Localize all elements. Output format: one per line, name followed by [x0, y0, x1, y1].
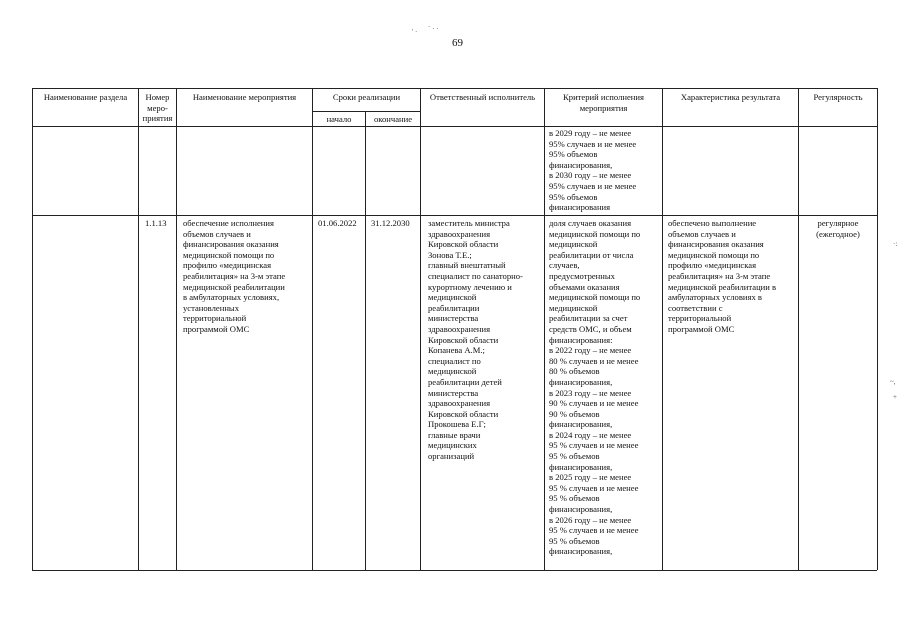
row-start-date: 01.06.2022	[318, 218, 357, 228]
scan-mark: ` · ·	[428, 25, 439, 33]
header-start: начало	[326, 114, 352, 124]
table-border-left	[32, 88, 33, 570]
table-border-bottom	[32, 570, 877, 571]
column-rule	[662, 88, 663, 570]
header-result: Характеристика результата	[680, 92, 781, 102]
row-divider	[32, 215, 877, 216]
row-number: 1.1.13	[145, 218, 167, 228]
row-regularity: регулярное (ежегодное)	[816, 218, 860, 239]
row-result: обеспечено выполнение объемов случаев и финансирования оказания медицинской помощи по профилю «медицинская реабилитация» на 3-м этапе медицинской реабилитации в амбулаторных условиях в соответствии с территориальной программой ОМС	[668, 218, 777, 334]
header-regularity: Регулярность	[813, 92, 863, 102]
column-rule	[420, 88, 421, 570]
column-rule	[365, 111, 366, 570]
header-section: Наименование раздела	[43, 92, 128, 102]
header-executor: Ответственный исполнитель	[429, 92, 536, 102]
scan-mark: ·:	[893, 240, 898, 248]
scan-mark: +	[893, 393, 897, 401]
scan-mark: ' ·	[412, 28, 418, 36]
row-executor: заместитель министра здравоохранения Кировской области Зонова Т.Е.; главный внештатный специалист по санаторно- курортному лечению и медицинской реабилитации министерства здравоохранения Кировской области Копанева А.М.; специалист по медицинской реабилитации детей министерства здравоохранения Кировской области Прокошева Е.Г; главные врачи медицинских организаций	[428, 218, 523, 462]
header-activity: Наименование мероприятия	[192, 92, 297, 102]
column-rule	[544, 88, 545, 570]
column-rule	[312, 88, 313, 570]
column-rule	[138, 88, 139, 570]
scan-mark: ~,	[890, 378, 896, 386]
header-end: окончание	[373, 114, 413, 124]
row-continued-criterion: в 2029 году – не менее 95% случаев и не менее 95% объемов финансирования, в 2030 году – не менее 95% случаев и не менее 95% объемов финансирования	[549, 128, 637, 213]
table-border-top	[32, 88, 877, 89]
header-terms: Сроки реализации	[332, 92, 401, 102]
row-criterion: доля случаев оказания медицинской помощи по медицинской реабилитации от числа случаев, предусмотренных объемами оказания медицинской помощи по медицинской реабилитации за счет средств ОМС, и объем финансирования: в 2022 году – не менее 80 % случаев и не менее 80 % объемов финансирования, в 2023 году – не менее 90 % случаев и не менее 90 % объемов финансирования, в 2024 году – не менее 95 % случаев и не менее 95 % объемов финансирования, в 2025 году – не менее 95 % случаев и не менее 95 % объемов финансирования, в 2026 году – не менее 95 % случаев и не менее 95 % объемов финансирования,	[549, 218, 641, 557]
page-number: 69	[452, 37, 463, 49]
terms-subheader-rule	[312, 111, 420, 112]
column-rule	[176, 88, 177, 570]
row-activity: обеспечение исполнения объемов случаев и финансирования оказания медицинской помощи по профилю «медицинская реабилитация» на 3-м этапе медицинской реабилитации в амбулаторных условиях, установленных территориальной программой ОМС	[183, 218, 286, 334]
row-end-date: 31.12.2030	[371, 218, 410, 228]
header-bottom-rule	[32, 126, 877, 127]
table-border-right	[877, 88, 878, 570]
header-criterion: Критерий исполнения мероприятия	[563, 92, 644, 113]
header-number: Номер меро- приятия	[142, 92, 173, 124]
column-rule	[798, 88, 799, 570]
